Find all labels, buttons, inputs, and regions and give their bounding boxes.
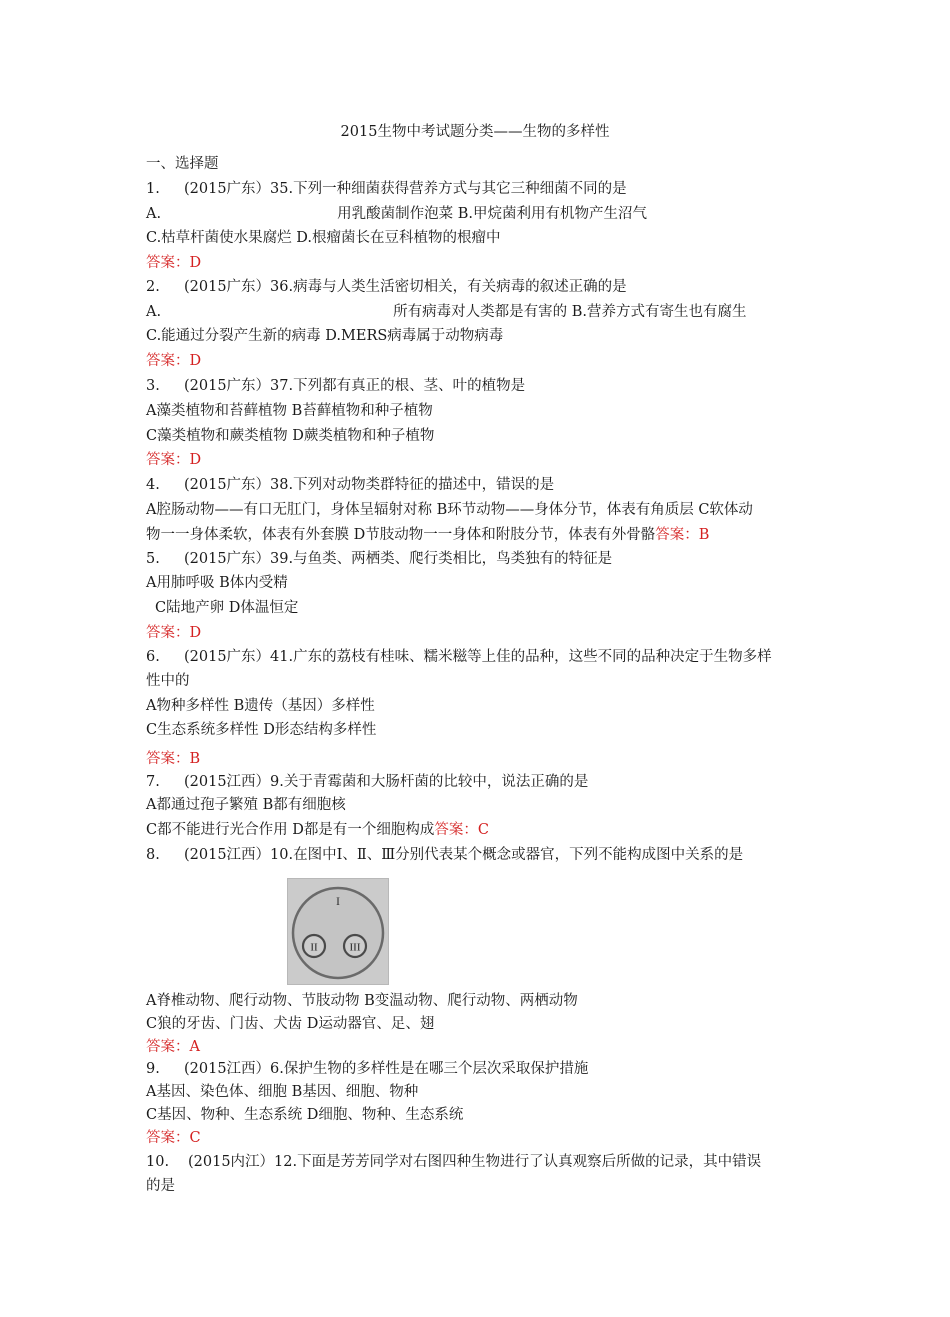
label-right: III	[349, 941, 361, 954]
option-text: C都不能进行光合作用 D都是有一个细胞构成	[146, 822, 435, 838]
question-1-stem	[146, 179, 627, 199]
question-number: 5.	[146, 551, 160, 567]
question-number: 7.	[146, 774, 160, 790]
question-2-option-c: C.能通过分裂产生新的病毒 D.MERS病毒属于动物病毒	[146, 328, 504, 344]
question-number: 3.	[146, 378, 160, 394]
concept-diagram	[287, 878, 389, 985]
question-5-option-c: C陆地产卵 D体温恒定	[155, 600, 299, 616]
question-3-option-a: A藻类植物和苔藓植物 B苔藓植物和种子植物	[146, 403, 433, 419]
option-text: 用乳酸菌制作泡菜 B.甲烷菌利用有机物产生沼气	[337, 206, 647, 222]
option-text: 所有病毒对人类都是有害的 B.营养方式有寄生也有腐生	[393, 304, 747, 320]
question-text: (2015内江）12.下面是芳芳同学对右图四种生物进行了认真观察后所做的记录，其中错误	[188, 1154, 762, 1170]
question-10-stem-cont: 的是	[146, 1178, 175, 1194]
question-8-option-c: C狼的牙齿、门齿、犬齿 D运动器官、足、翅	[146, 1016, 435, 1032]
question-text: (2015广东）41.广东的荔枝有桂味、糯米糍等上佳的品种，这些不同的品种决定于生物多样	[184, 649, 772, 665]
question-text: (2015广东）38.下列对动物类群特征的描述中，错误的是	[184, 477, 555, 493]
question-1-option-c: C.枯草杆菌使水果腐烂 D.根瘤菌长在豆科植物的根瘤中	[146, 230, 501, 246]
question-8-stem	[146, 845, 743, 865]
question-6-option-c: C生态系统多样性 D形态结构多样性	[146, 722, 377, 738]
question-text: (2015江西）9.关于青霉菌和大肠杆菌的比较中，说法正确的是	[184, 774, 589, 790]
option-label: A.	[146, 206, 162, 222]
question-6-answer: 答案：B	[146, 751, 201, 767]
question-2-answer: 答案：D	[146, 353, 202, 369]
question-6-stem-cont: 性中的	[146, 673, 190, 689]
question-text: (2015广东）39.与鱼类、两栖类、爬行类相比，鸟类独有的特征是	[184, 551, 613, 567]
question-4-stem	[146, 475, 554, 495]
question-3-option-c: C藻类植物和蕨类植物 D蕨类植物和种子植物	[146, 428, 435, 444]
question-number: 9.	[146, 1061, 160, 1077]
question-4-options-line-1: A腔肠动物——有口无肛门，身体呈辐射对称 B环节动物——身体分节，体表有角质层 C软体动	[146, 502, 753, 518]
question-text: (2015江西）10.在图中Ⅰ、Ⅱ、Ⅲ分别代表某个概念或器官，下列不能构成图中关系的是	[184, 847, 744, 863]
question-5-option-a: A用肺呼吸 B体内受精	[146, 575, 288, 591]
question-3-answer: 答案：D	[146, 452, 202, 468]
question-text: (2015广东）36.病毒与人类生活密切相关，有关病毒的叙述正确的是	[184, 279, 627, 295]
question-6-stem	[146, 647, 772, 667]
question-9-stem	[146, 1059, 588, 1079]
question-1-answer: 答案：D	[146, 255, 202, 271]
question-2-stem	[146, 277, 627, 297]
question-10-stem	[146, 1152, 761, 1172]
question-8-option-a: A脊椎动物、爬行动物、节肢动物 B变温动物、爬行动物、两栖动物	[146, 993, 578, 1009]
question-3-stem	[146, 376, 525, 396]
question-number: 6.	[146, 649, 160, 665]
section-heading: 一、选择题	[146, 156, 219, 172]
question-1-option-a	[146, 204, 647, 224]
question-4-answer: 答案：B	[655, 527, 710, 543]
document-title: 2015生物中考试题分类——生物的多样性	[340, 124, 610, 140]
concept-diagram-svg	[288, 879, 388, 984]
question-text: (2015江西）6.保护生物的多样性是在哪三个层次采取保护措施	[184, 1061, 589, 1077]
question-7-option-a: A都通过孢子繁殖 B都有细胞核	[146, 797, 346, 813]
option-text: 物一一身体柔软，体表有外套膜 D节肢动物一一身体和附肢分节，体表有外骨骼	[146, 527, 656, 543]
question-7-option-c	[146, 820, 489, 840]
question-7-answer: 答案：C	[434, 822, 489, 838]
question-number: 10.	[146, 1154, 170, 1170]
label-left: II	[310, 941, 318, 954]
question-9-answer: 答案：C	[146, 1130, 201, 1146]
question-7-stem	[146, 772, 588, 792]
question-text: (2015广东）35.下列一种细菌获得营养方式与其它三种细菌不同的是	[184, 181, 627, 197]
option-label: A.	[146, 304, 162, 320]
question-number: 4.	[146, 477, 160, 493]
question-5-answer: 答案：D	[146, 625, 202, 641]
label-outer: I	[336, 894, 340, 908]
question-text: (2015广东）37.下列都有真正的根、茎、叶的植物是	[184, 378, 526, 394]
question-2-option-a	[146, 302, 746, 322]
question-number: 2.	[146, 279, 160, 295]
question-4-options-line-2	[146, 525, 709, 545]
question-number: 1.	[146, 181, 160, 197]
question-5-stem	[146, 549, 612, 569]
question-9-option-c: C基因、物种、生态系统 D细胞、物种、生态系统	[146, 1107, 464, 1123]
question-number: 8.	[146, 847, 160, 863]
question-9-option-a: A基因、染色体、细胞 B基因、细胞、物种	[146, 1084, 419, 1100]
question-6-option-a: A物种多样性 B遗传（基因）多样性	[146, 698, 375, 714]
question-8-answer: 答案：A	[146, 1039, 200, 1055]
